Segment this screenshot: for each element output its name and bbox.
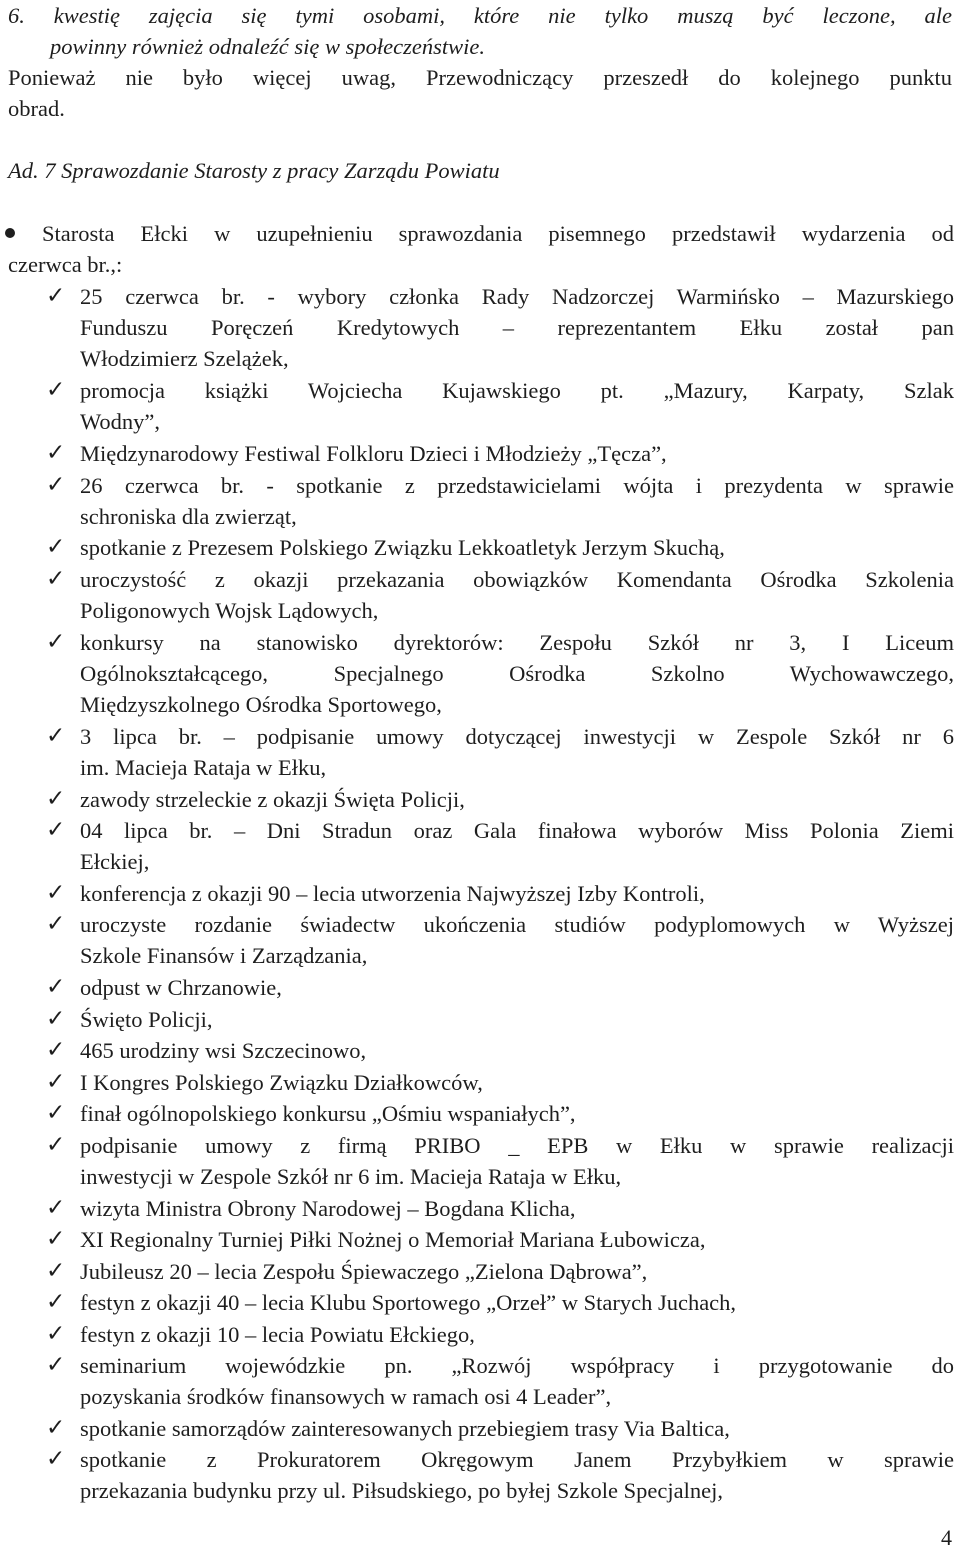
list-item: Włodzimierz Szelążek, [80,346,289,371]
checkmark-icon: ✓ [46,1006,66,1032]
list-item: zawody strzeleckie z okazji Święta Policji, [80,787,465,812]
list-item: seminarium wojewódzkie pn. „Rozwój współpracy i przygotowanie do [80,1353,954,1378]
list-item: Międzynarodowy Festiwal Folkloru Dzieci i Młodzieży „Tęcza”, [80,441,667,466]
checkmark-icon: ✓ [46,1100,66,1126]
list-item: Międzyszkolnego Ośrodka Sportowego, [80,692,442,717]
text-line: czerwca br.,: [8,252,123,277]
checkmark-icon: ✓ [46,1069,66,1095]
list-item: wizyta Ministra Obrony Narodowej – Bogdana Klicha, [80,1196,576,1221]
checkmark-icon: ✓ [46,283,66,309]
checkmark-icon: ✓ [46,534,66,560]
checkmark-icon: ✓ [46,1289,66,1315]
list-item: Jubileusz 20 – lecia Zespołu Śpiewaczego „Zielona Dąbrowa”, [80,1259,648,1284]
text-line: 6. kwestię zajęcia się tymi osobami, które nie tylko muszą być leczone, ale [8,3,952,28]
list-item: Funduszu Poręczeń Kredytowych – reprezentantem Ełku został pan [80,315,954,340]
checkmark-icon: ✓ [46,723,66,749]
list-item: konferencja z okazji 90 – lecia utworzenia Najwyższej Izby Kontroli, [80,881,705,906]
list-item: schroniska dla zwierząt, [80,504,297,529]
list-item: I Kongres Polskiego Związku Działkowców, [80,1070,483,1095]
text-line: obrad. [8,96,65,121]
checkmark-icon: ✓ [46,1132,66,1158]
list-item: 3 lipca br. – podpisanie umowy dotyczącej inwestycji w Zespole Szkół nr 6 [80,724,954,749]
list-item: 25 czerwca br. - wybory członka Rady Nadzorczej Warmińsko – Mazurskiego [80,284,954,309]
checkmark-icon: ✓ [46,1352,66,1378]
list-item: im. Macieja Rataja w Ełku, [80,755,327,780]
checkmark-icon: ✓ [46,1415,66,1441]
checkmark-icon: ✓ [46,1195,66,1221]
list-item: Wodny”, [80,409,161,434]
section-heading: Ad. 7 Sprawozdanie Starosty z pracy Zarządu Powiatu [8,158,500,183]
list-item: uroczyste rozdanie świadectw ukończenia studiów podyplomowych w Wyższej [80,912,954,937]
list-item: spotkanie samorządów zainteresowanych przebiegiem trasy Via Baltica, [80,1416,730,1441]
list-item: festyn z okazji 10 – lecia Powiatu Ełckiego, [80,1322,475,1347]
list-item: Szkole Finansów i Zarządzania, [80,943,368,968]
list-item: odpust w Chrzanowie, [80,975,282,1000]
text-line: Ponieważ nie było więcej uwag, Przewodniczący przeszedł do kolejnego punktu [8,65,952,90]
checkmark-icon: ✓ [46,472,66,498]
list-item: spotkanie z Prokuratorem Okręgowym Janem Przybyłkiem w sprawie [80,1447,954,1472]
list-item: 26 czerwca br. - spotkanie z przedstawicielami wójta i prezydenta w sprawie [80,473,954,498]
list-item: 04 lipca br. – Dni Stradun oraz Gala finałowa wyborów Miss Polonia Ziemi [80,818,954,843]
list-item: pozyskania środków finansowych w ramach osi 4 Leader”, [80,1384,612,1409]
list-item: uroczystość z okazji przekazania obowiązków Komendanta Ośrodka Szkolenia [80,567,954,592]
list-item: podpisanie umowy z firmą PRIBO _ EPB w Ełku w sprawie realizacji [80,1133,954,1158]
list-item: Poligonowych Wojsk Lądowych, [80,598,379,623]
checkmark-icon: ✓ [46,786,66,812]
checkmark-icon: ✓ [46,629,66,655]
checkmark-icon: ✓ [46,1258,66,1284]
list-item: przekazania budynku przy ul. Piłsudskiego, po byłej Szkole Specjalnej, [80,1478,723,1503]
list-item: inwestycji w Zespole Szkół nr 6 im. Macieja Rataja w Ełku, [80,1164,622,1189]
list-item: Ogólnokształcącego, Specjalnego Ośrodka Szkolno Wychowawczego, [80,661,954,686]
text-line: powinny również odnaleźć się w społeczeństwie. [50,34,485,59]
checkmark-icon: ✓ [46,1226,66,1252]
checkmark-icon: ✓ [46,377,66,403]
list-item: festyn z okazji 40 – lecia Klubu Sportowego „Orzeł” w Starych Juchach, [80,1290,737,1315]
list-item: finał ogólnopolskiego konkursu „Ośmiu wspaniałych”, [80,1101,576,1126]
checkmark-icon: ✓ [46,440,66,466]
page-number: 4 [941,1525,952,1550]
checkmark-icon: ✓ [46,1321,66,1347]
list-item: promocja książki Wojciecha Kujawskiego pt. „Mazury, Karpaty, Szlak [80,378,954,403]
checkmark-icon: ✓ [46,566,66,592]
checkmark-icon: ✓ [46,911,66,937]
list-item: Ełckiej, [80,849,150,874]
checkmark-icon: ✓ [46,974,66,1000]
checkmark-icon: ✓ [46,817,66,843]
list-item: spotkanie z Prezesem Polskiego Związku Lekkoatletyk Jerzym Skuchą, [80,535,725,560]
list-item: Święto Policji, [80,1007,213,1032]
checkmark-icon: ✓ [46,1037,66,1063]
list-item: 465 urodziny wsi Szczecinowo, [80,1038,367,1063]
text-line: Starosta Ełcki w uzupełnieniu sprawozdania pisemnego przedstawił wydarzenia od [42,221,954,246]
list-item: XI Regionalny Turniej Piłki Nożnej o Memoriał Mariana Łubowicza, [80,1227,706,1252]
checkmark-icon: ✓ [46,1446,66,1472]
checkmark-icon: ✓ [46,880,66,906]
list-item: konkursy na stanowisko dyrektorów: Zespołu Szkół nr 3, I Liceum [80,630,954,655]
bullet-icon [5,228,15,238]
